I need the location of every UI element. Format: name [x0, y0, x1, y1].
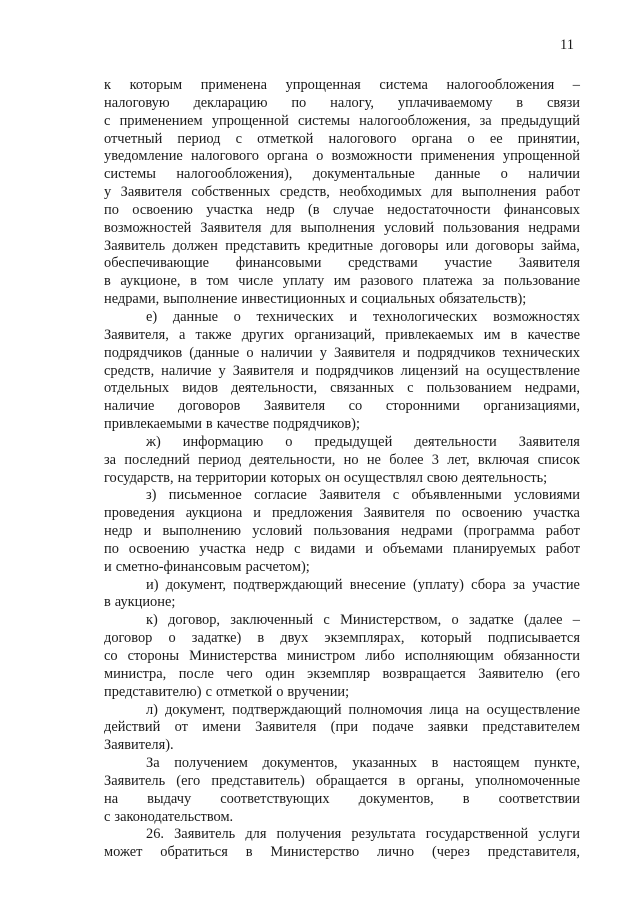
text-line: действий от имени Заявителя (при подаче заявки представителем: [104, 719, 580, 736]
text-line: представителю) с отметкой о вручении;: [104, 683, 350, 700]
text-line: отчетный период с отметкой налогового органа о ее принятии,: [104, 130, 580, 147]
text-line: Заявителя, а также других организаций, привлекаемых им в качестве: [104, 326, 580, 343]
text-line: государств, на территории которых он осуществлял свою деятельность;: [104, 469, 548, 486]
text-line: по освоению участка недр с видами и объемами планируемых работ: [104, 540, 580, 557]
text-line: возможностей Заявителя для выполнения условий пользования недрами: [104, 219, 580, 236]
text-line: в аукционе;: [104, 594, 176, 611]
text-line: средств, наличие у Заявителя и подрядчиков лицензий на осуществление: [104, 362, 580, 379]
page-number: 11: [560, 37, 574, 53]
text-line: на выдачу соответствующих документов, в соответствии: [104, 790, 580, 807]
text-line: е) данные о технических и технологических возможностях: [146, 308, 580, 325]
text-line: налоговую декларацию по налогу, уплачиваемому в связи: [104, 94, 580, 111]
text-line: недрами, выполнение инвестиционных и социальных обязательств);: [104, 291, 527, 308]
text-line: в аукционе, в том числе уплату им разового платежа за пользование: [104, 273, 580, 290]
text-line: привлекаемыми в качестве подрядчиков);: [104, 416, 360, 433]
text-line: проведения аукциона и предложения Заявителя по освоению участка: [104, 505, 580, 522]
text-line: системы налогообложения), документальные данные о наличии: [104, 166, 580, 183]
text-line: со стороны Министерства министром либо исполняющим обязанности: [104, 648, 580, 664]
text-line: к которым применена упрощенная система налогообложения –: [104, 77, 580, 93]
text-line: обеспечивающие финансовыми средствами участие Заявителя: [104, 255, 580, 272]
text-line: уведомление налогового органа о возможности применения упрощенной: [104, 148, 580, 165]
text-line: л) документ, подтверждающий полномочия лица на осуществление: [146, 701, 580, 718]
text-line: с применением упрощенной системы налогообложения, за предыдущий: [104, 112, 580, 129]
text-line: недр и выполнению условий пользования недрами (программа работ: [104, 523, 580, 540]
text-line: может обратиться в Министерство лично (через представителя,: [104, 844, 580, 861]
text-line: наличие договоров Заявителя со сторонними организациями,: [104, 398, 580, 415]
text-line: у Заявителя собственных средств, необходимых для выполнения работ: [104, 184, 580, 201]
text-line: с законодательством.: [104, 808, 234, 825]
text-line: 26. Заявитель для получения результата государственной услуги: [146, 826, 580, 843]
text-line: за последний период деятельности, но не более 3 лет, включая список: [104, 451, 580, 468]
document-body: [104, 77, 580, 862]
text-line: по освоению участка недр (в случае недостаточности финансовых: [104, 201, 580, 218]
text-line: Заявитель (его представитель) обращается в органы, уполномоченные: [104, 772, 580, 789]
text-line: Заявитель должен представить кредитные договоры или договоры займа,: [104, 237, 580, 254]
text-line: министра, после чего один экземпляр возвращается Заявителю (его: [104, 665, 580, 682]
text-line: ж) информацию о предыдущей деятельности Заявителя: [146, 433, 580, 450]
text-line: и) документ, подтверждающий внесение (уплату) сбора за участие: [146, 576, 580, 593]
text-line: отдельных видов деятельности, связанных с пользованием недрами,: [104, 380, 580, 397]
text-line: з) письменное согласие Заявителя с объявленными условиями: [146, 487, 580, 504]
text-line: к) договор, заключенный с Министерством, о задатке (далее –: [146, 612, 580, 629]
text-line: подрядчиков (данные о наличии у Заявителя и подрядчиков технических: [104, 344, 580, 361]
text-line: Заявителя).: [104, 737, 174, 754]
text-line: и сметно-финансовым расчетом);: [104, 558, 310, 575]
text-line: договор о задатке) в двух экземплярах, который подписывается: [104, 630, 580, 647]
text-line: За получением документов, указанных в настоящем пункте,: [146, 755, 580, 772]
